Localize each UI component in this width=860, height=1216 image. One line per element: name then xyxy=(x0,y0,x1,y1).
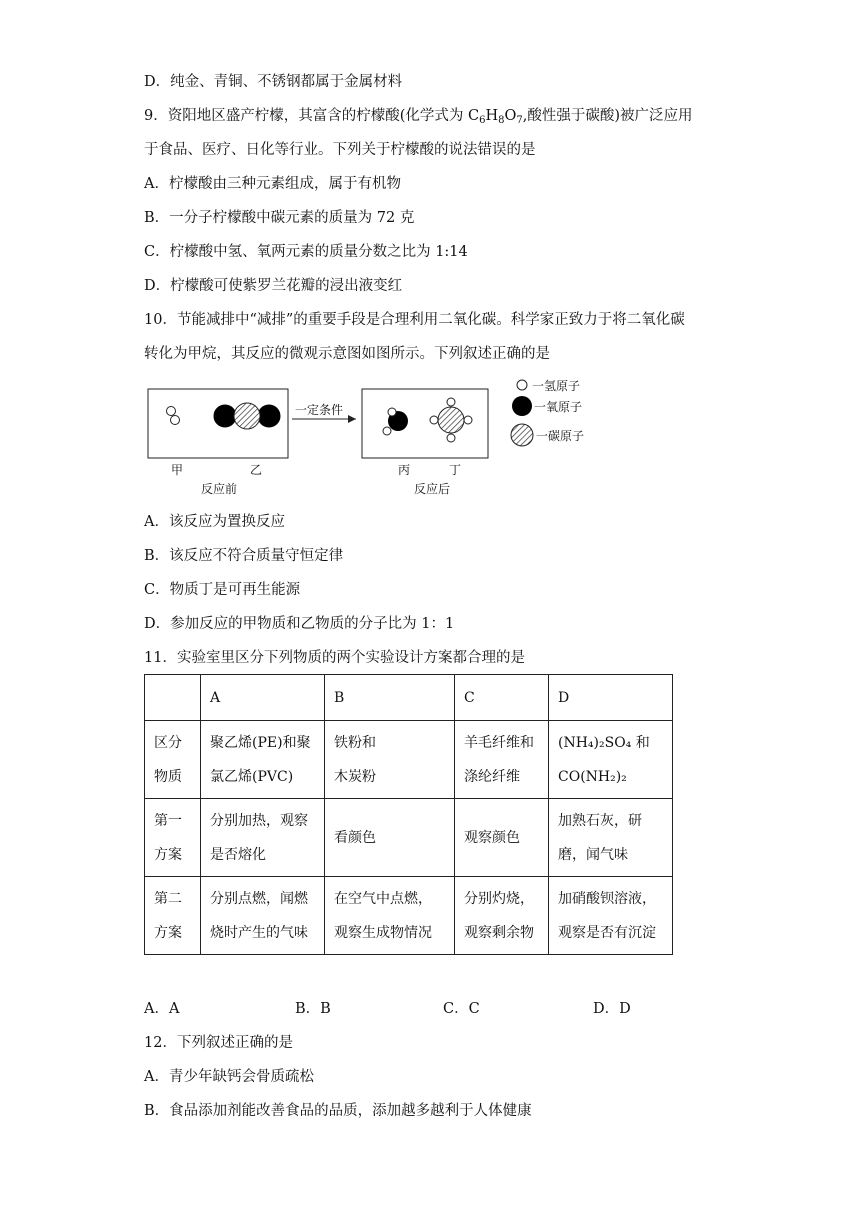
q9-formula-c-count: 6 xyxy=(479,115,486,126)
q10-option-b: B．该反应不符合质量守恒定律 xyxy=(144,548,344,564)
table-cell: 观察颜色 xyxy=(455,799,549,877)
legend-carbon: 一碳原子 xyxy=(536,429,585,443)
q11-option-d: D．D xyxy=(593,1001,631,1017)
table-cell: 分别灼烧， 观察剩余物 xyxy=(455,877,549,955)
table-cell: 聚乙烯(PE)和聚 氯乙烯(PVC) xyxy=(201,721,325,799)
label-after: 反应后 xyxy=(414,482,451,496)
legend-hydrogen: 一氢原子 xyxy=(532,379,581,393)
q9-stem-tail: ,酸性强于碳酸)被广泛应用 xyxy=(522,108,693,124)
reaction-condition: 一定条件 xyxy=(295,403,344,417)
q11-option-a: A．A xyxy=(144,1001,180,1017)
q10-option-d: D．参加反应的甲物质和乙物质的分子比为 1：1 xyxy=(144,616,455,632)
table-row xyxy=(145,721,673,799)
q9-option-d: D．柠檬酸可使紫罗兰花瓣的浸出液变红 xyxy=(144,278,403,294)
legend-carbon-symbol xyxy=(511,424,533,446)
table-cell: 羊毛纤维和 涤纶纤维 xyxy=(455,721,549,799)
q12-option-b: B．食品添加剂能改善食品的品质，添加越多越利于人体健康 xyxy=(144,1103,532,1119)
table-cell: 第二 方案 xyxy=(145,877,201,955)
q9-formula-o: O xyxy=(504,108,517,124)
label-jia: 甲 xyxy=(171,463,184,477)
table-cell: 在空气中点燃， 观察生成物情况 xyxy=(325,877,455,955)
water-molecule-bing xyxy=(383,408,408,435)
table-cell: 区分 物质 xyxy=(145,721,201,799)
q10-option-a: A．该反应为置换反应 xyxy=(144,514,285,530)
legend-oxygen-symbol xyxy=(512,396,532,416)
table-header-cell: B xyxy=(325,675,455,721)
reaction-diagram xyxy=(140,373,620,501)
q9-option-c: C．柠檬酸中氢、氧两元素的质量分数之比为 1:14 xyxy=(144,244,468,260)
q10-stem-line2: 转化为甲烷，其反应的微观示意图如图所示。下列叙述正确的是 xyxy=(144,346,550,362)
q11-option-b: B．B xyxy=(295,1001,331,1017)
table-cell: 加硝酸钡溶液， 观察是否有沉淀 xyxy=(549,877,673,955)
table-header-row xyxy=(145,675,673,721)
table-header-cell: C xyxy=(455,675,549,721)
table-cell: 铁粉和 木炭粉 xyxy=(325,721,455,799)
q11-option-c: C．C xyxy=(443,1001,480,1017)
q9-stem-text: 9．资阳地区盛产柠檬，其富含的柠檬酸(化学式为 C xyxy=(144,108,480,124)
q9-formula-h-count: 8 xyxy=(498,115,505,126)
q11-table xyxy=(144,674,673,955)
methane-molecule-ding xyxy=(430,398,472,442)
label-ding: 丁 xyxy=(449,463,462,477)
q12-option-a: A．青少年缺钙会骨质疏松 xyxy=(144,1069,314,1085)
co2-molecule-yi xyxy=(214,403,280,429)
table-cell: 分别加热，观察 是否熔化 xyxy=(201,799,325,877)
label-yi: 乙 xyxy=(250,463,263,477)
table-header-cell xyxy=(145,675,201,721)
table-cell: 第一 方案 xyxy=(145,799,201,877)
q8-option-d: D．纯金、青铜、不锈钢都属于金属材料 xyxy=(144,74,403,90)
q9-option-b: B．一分子柠檬酸中碳元素的质量为 72 克 xyxy=(144,210,415,226)
q10-stem-line1: 10．节能减排中“减排”的重要手段是合理利用二氧化碳。科学家正致力于将二氧化碳 xyxy=(144,312,685,328)
table-cell: 看颜色 xyxy=(325,799,455,877)
q9-stem-line2: 于食品、医疗、日化等行业。下列关于柠檬酸的说法错误的是 xyxy=(144,142,536,158)
table-cell: 加熟石灰，研 磨，闻气味 xyxy=(549,799,673,877)
q9-formula-o-count: 7 xyxy=(516,115,523,126)
table-header-cell: D xyxy=(549,675,673,721)
q11-stem: 11．实验室里区分下列物质的两个实验设计方案都合理的是 xyxy=(144,650,525,666)
legend-oxygen: 一氧原子 xyxy=(534,400,583,414)
legend-hydrogen-symbol xyxy=(517,380,527,390)
table-header-cell: A xyxy=(201,675,325,721)
q9-stem-line1 xyxy=(144,106,693,126)
label-before: 反应前 xyxy=(201,482,238,496)
label-bing: 丙 xyxy=(398,463,411,477)
table-row xyxy=(145,799,673,877)
table-row xyxy=(145,877,673,955)
hydrogen-molecule-jia xyxy=(167,407,180,425)
q9-formula-h: H xyxy=(485,108,499,124)
q9-option-a: A．柠檬酸由三种元素组成，属于有机物 xyxy=(144,176,401,192)
table-cell: 分别点燃，闻燃 烧时产生的气味 xyxy=(201,877,325,955)
table-cell: (NH₄)₂SO₄ 和 CO(NH₂)₂ xyxy=(549,721,673,799)
q10-option-c: C．物质丁是可再生能源 xyxy=(144,582,301,598)
q12-stem: 12．下列叙述正确的是 xyxy=(144,1035,293,1051)
